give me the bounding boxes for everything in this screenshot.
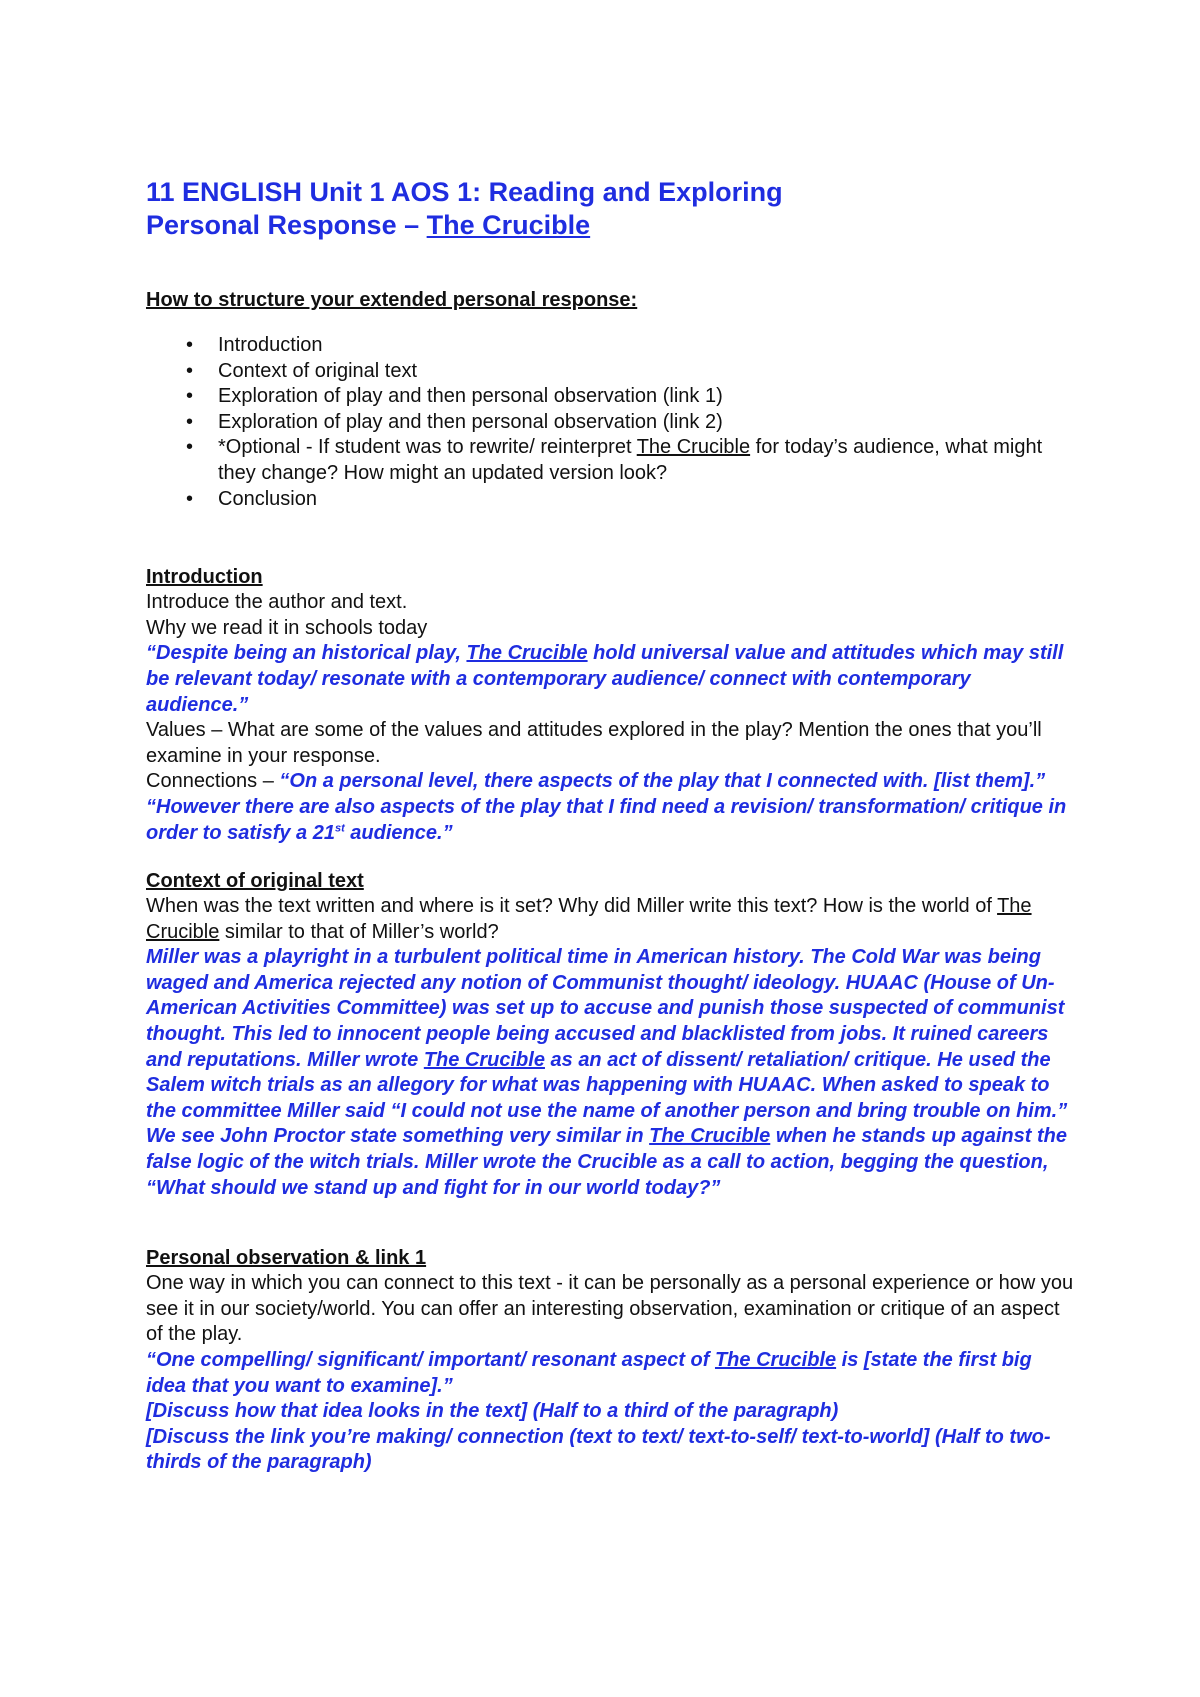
introduction-heading: Introduction: [146, 566, 263, 589]
title-line-1: 11 ENGLISH Unit 1 AOS 1: Reading and Exploring: [146, 177, 783, 207]
link1-heading: Personal observation & link 1: [146, 1247, 427, 1270]
text-title-ref: The Crucible: [423, 1048, 545, 1071]
bullet-icon: •: [186, 487, 194, 510]
context-heading: Context of original text: [146, 870, 364, 893]
structure-heading: How to structure your extended personal response:: [146, 289, 638, 311]
text-title-ref: The Crucible: [636, 436, 751, 459]
text-title-ref: The Crucible: [146, 895, 1032, 943]
title-line-2-prefix: Personal Response –: [146, 210, 427, 240]
document-page: [146, 176, 1076, 1476]
context-questions: When was the text written and where is it set? Why did Miller write this text? How is the world of The Crucible similar to that of Miller’s world?: [146, 895, 1032, 943]
context-section: [146, 868, 1076, 1201]
introduction-connections: Connections – “On a personal level, there aspects of the play that I connected with. [list them].”: [146, 770, 1046, 793]
introduction-line-1: Introduce the author and text.: [146, 591, 408, 614]
connections-quote: “On a personal level, there aspects of the play that I connected with. [list them].”: [279, 770, 1046, 793]
structure-list: [146, 333, 1076, 512]
bullet-icon: •: [186, 334, 194, 356]
list-item: • Conclusion: [146, 487, 1076, 513]
list-item: • Exploration of play and then personal observation (link 1): [146, 384, 1076, 410]
bullet-icon: •: [186, 410, 194, 433]
introduction-section: [146, 564, 1076, 846]
introduction-line-2: Why we read it in schools today: [146, 616, 428, 639]
introduction-quote-1: “Despite being an historical play, The Crucible hold universal value and attitudes which may still be relevant today/ resonate with a contemporary audience/ connect with contemporary audience.”: [146, 642, 1064, 716]
bullet-icon: •: [186, 359, 194, 382]
bullet-icon: •: [186, 436, 194, 459]
link1-section: [146, 1245, 1076, 1476]
list-item: • Exploration of play and then personal observation (link 2): [146, 410, 1076, 436]
title-text-name: The Crucible: [426, 210, 591, 240]
link1-quote: “One compelling/ significant/ important/ resonant aspect of The Crucible is [state the first big idea that you want to examine].”: [146, 1349, 1032, 1397]
list-item: • *Optional - If student was to rewrite/ reinterpret The Crucible for today’s audience, what might they change? How might an updated version look?: [186, 436, 1043, 484]
text-title-ref: The Crucible: [649, 1125, 771, 1148]
introduction-quote-2: “However there are also aspects of the play that I find need a revision/ transformation/ critique in order to satisfy a 21st audience.”: [146, 795, 1067, 844]
link1-discuss-2: [Discuss the link you’re making/ connection (text to text/ text-to-self/ text-to-world] (Half to two-thirds of the paragraph): [146, 1425, 1051, 1474]
introduction-values: Values – What are some of the values and attitudes explored in the play? Mention the ones that you’ll examine in your response.: [146, 719, 1042, 767]
list-item: • Context of original text: [146, 359, 1076, 385]
text-title-ref: The Crucible: [714, 1349, 837, 1371]
link1-discuss-1: [Discuss how that idea looks in the text] (Half to a third of the paragraph): [146, 1400, 839, 1423]
link1-text: One way in which you can connect to this text - it can be personally as a personal experience or how you see it in our society/world. You can offer an interesting observation, examination or critique of an aspect of the play.: [146, 1272, 1074, 1346]
list-item: • Introduction: [146, 333, 1076, 359]
context-paragraph: Miller was a playright in a turbulent political time in American history. The Cold War was being waged and America rejected any notion of Communist thought/ ideology. HUAAC (House of Un-American Activities Committee) was set up to accuse and punish those suspected of communist thought. This led to innocent people being accused and blacklisted from jobs. It ruined careers and reputations. Miller wrote The Crucible as an act of dissent/ retaliation/ critique. He used the Salem witch trials as an allegory for what was happening with HUAAC. When asked to speak to the committee Miller said “I could not use the name of another person and bring trouble on him.” We see John Proctor state something very similar in The Crucible when he stands up against the false logic of the witch trials. Miller wrote the Crucible as a call to action, begging the question, “What should we stand up and fight for in our world today?”: [146, 946, 1068, 1199]
document-title: [146, 176, 1076, 242]
text-title-ref: The Crucible: [466, 642, 588, 665]
bullet-icon: •: [186, 385, 194, 408]
